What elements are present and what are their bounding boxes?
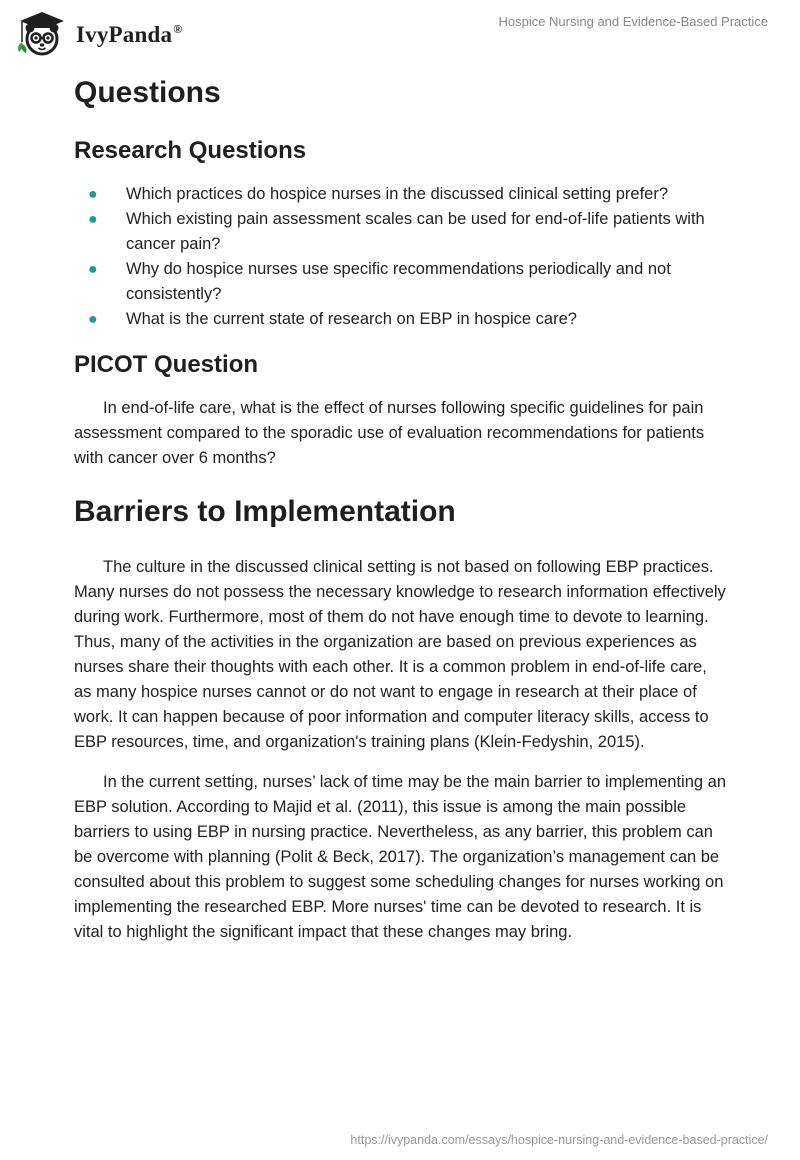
document-title: Hospice Nursing and Evidence-Based Practice [498,14,768,29]
list-item [74,182,726,207]
registered-mark: ® [173,22,183,37]
list-item-text: Which practices do hospice nurses in the discussed clinical setting prefer? [126,185,669,203]
page-header [0,0,800,64]
barriers-paragraph: The culture in the discussed clinical setting is not based on following EBP practices. Many nurses do not possess the necessary knowledge to research information effectively during work. Furthermore, most of them do not have enough time to devote to learning. Thus, many of the activities in the organization are based on previous experiences as nurses share their thoughts with each other. It is a common problem in end-of-life care, as many hospice nurses cannot or do not want to engage in research at their place of work. It can happen because of poor information and computer literacy skills, access to EBP resources, time, and organization's training plans (Klein-Fedyshin, 2015). [74,558,726,751]
barriers-heading: Barriers to Implementation [74,495,456,528]
barriers-paragraph: In the current setting, nurses’ lack of time may be the main barrier to implementing an EBP solution. According to Majid et al. (2011), this issue is among the main possible barriers to using EBP in nursing practice. Nevertheless, as any barrier, this problem can be overcome with planning (Polit & Beck, 2017). The organization’s management can be consulted about this problem to suggest some scheduling changes for nurses working on implementing the researched EBP. More nurses' time can be devoted to research. It is vital to highlight the significant impact that these changes may bring. [74,773,727,941]
questions-heading: Questions [74,76,221,109]
list-item [74,207,726,257]
list-item [74,307,726,332]
article-body [74,70,726,945]
picot-question-heading: PICOT Question [74,351,259,378]
logo-wordmark: IvyPanda® [76,22,183,47]
research-questions-list [74,182,726,332]
list-item-text: Why do hospice nurses use specific recommendations periodically and not consistently? [126,260,671,303]
research-questions-heading: Research Questions [74,137,307,164]
ivypanda-logo[interactable] [14,8,182,58]
bullet-icon: ● [88,311,98,328]
list-item [74,257,726,307]
source-url-link[interactable]: https://ivypanda.com/essays/hospice-nursing-and-evidence-based-practice/ [350,1133,768,1147]
bullet-icon: ● [88,211,98,228]
list-item-text: What is the current state of research on EBP in hospice care? [126,310,577,328]
picot-question-text: In end-of-life care, what is the effect of nurses following specific guidelines for pain assessment compared to the sporadic use of evaluation recommendations for patients with cancer over 6 months? [74,399,705,467]
bullet-icon: ● [88,186,98,203]
bullet-icon: ● [88,261,98,278]
panda-graduate-logo-icon [14,8,70,58]
list-item-text: Which existing pain assessment scales can be used for end-of-life patients with cancer pain? [126,210,705,253]
